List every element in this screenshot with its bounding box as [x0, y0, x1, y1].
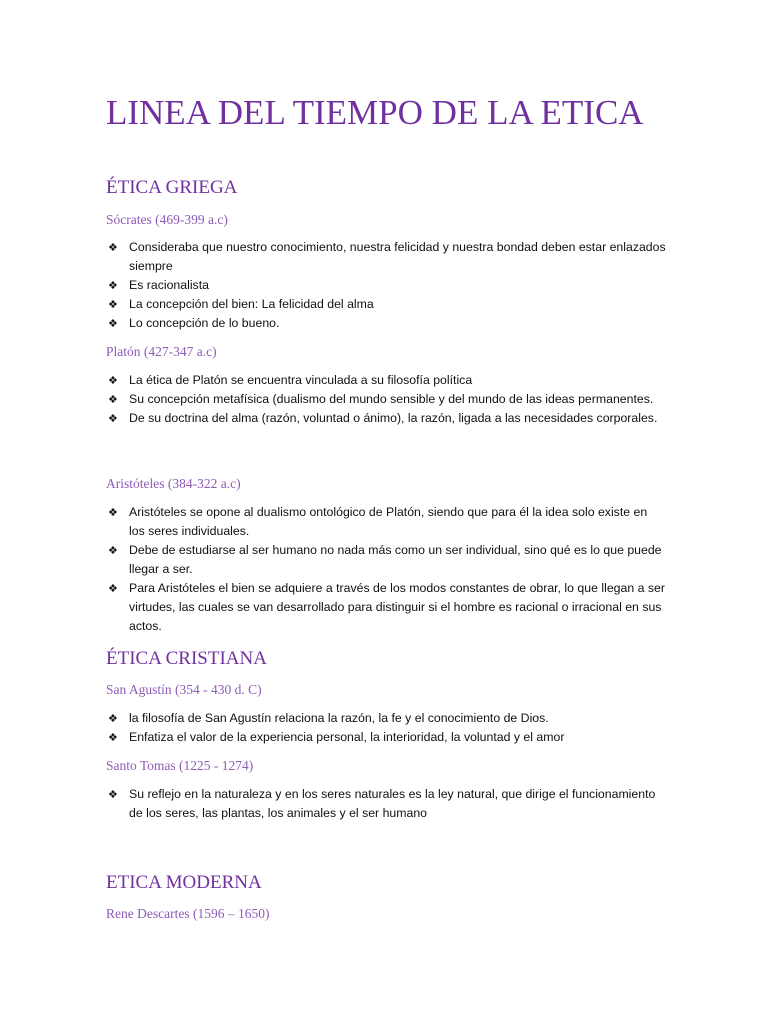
list-item-text: Es racionalista: [129, 278, 209, 292]
diamond-bullet-icon: ❖: [108, 506, 118, 519]
diamond-bullet-icon: ❖: [108, 374, 118, 387]
list-item-text: Aristóteles se opone al dualismo ontológico de Platón, siendo que para él la idea solo existe en los seres individuales.: [129, 505, 648, 538]
list-item: [106, 295, 666, 314]
diamond-bullet-icon: ❖: [108, 412, 118, 425]
bullet-list-santo-tomas: [106, 785, 666, 823]
list-item: [106, 238, 666, 276]
list-item: [106, 503, 666, 541]
bullet-list-platon: [106, 371, 666, 428]
list-item: [106, 276, 666, 295]
diamond-bullet-icon: ❖: [108, 298, 118, 311]
list-item: [106, 785, 666, 823]
list-item: [106, 709, 666, 728]
list-item: [106, 390, 666, 409]
list-item-text: la filosofía de San Agustín relaciona la razón, la fe y el conocimiento de Dios.: [129, 711, 549, 725]
diamond-bullet-icon: ❖: [108, 788, 118, 801]
list-item-text: La concepción del bien: La felicidad del alma: [129, 297, 374, 311]
diamond-bullet-icon: ❖: [108, 731, 118, 744]
list-item: [106, 579, 666, 636]
subheading-aristoteles: Aristóteles (384-322 a.c): [106, 476, 241, 491]
list-item-text: Lo concepción de lo bueno.: [129, 316, 280, 330]
page-title: LINEA DEL TIEMPO DE LA ETICA: [106, 93, 644, 132]
list-item: [106, 314, 666, 333]
subheading-san-agustin: San Agustín (354 - 430 d. C): [106, 682, 262, 697]
list-item-text: Consideraba que nuestro conocimiento, nuestra felicidad y nuestra bondad deben estar enlazados siempre: [129, 240, 666, 273]
diamond-bullet-icon: ❖: [108, 241, 118, 254]
list-item-text: Para Aristóteles el bien se adquiere a través de los modos constantes de obrar, lo que llegan a ser virtudes, las cuales se van desarrollado para distinguir si el hombre es racional o irracional en sus actos.: [129, 581, 665, 633]
diamond-bullet-icon: ❖: [108, 712, 118, 725]
bullet-list-socrates: [106, 238, 666, 333]
list-item-text: Su reflejo en la naturaleza y en los seres naturales es la ley natural, que dirige el funcionamiento de los seres, las plantas, los animales y el ser humano: [129, 787, 656, 820]
bullet-list-san-agustin: [106, 709, 666, 747]
bullet-list-aristoteles: [106, 503, 666, 636]
list-item-text: Debe de estudiarse al ser humano no nada más como un ser individual, sino qué es lo que puede llegar a ser.: [129, 543, 662, 576]
subheading-santo-tomas: Santo Tomas (1225 - 1274): [106, 758, 254, 773]
subheading-platon: Platón (427-347 a.c): [106, 344, 217, 359]
diamond-bullet-icon: ❖: [108, 544, 118, 557]
section-heading-etica-moderna: ETICA MODERNA: [106, 872, 262, 893]
list-item-text: La ética de Platón se encuentra vinculada a su filosofía política: [129, 373, 473, 387]
subheading-socrates: Sócrates (469-399 a.c): [106, 212, 228, 227]
list-item: [106, 409, 666, 428]
list-item: [106, 541, 666, 579]
subheading-rene-descartes: Rene Descartes (1596 – 1650): [106, 906, 270, 921]
list-item-text: De su doctrina del alma (razón, voluntad o ánimo), la razón, ligada a las necesidades corporales.: [129, 411, 658, 425]
list-item-text: Enfatiza el valor de la experiencia personal, la interioridad, la voluntad y el amor: [129, 730, 565, 744]
list-item: [106, 371, 666, 390]
section-heading-etica-griega: ÉTICA GRIEGA: [106, 177, 238, 198]
diamond-bullet-icon: ❖: [108, 279, 118, 292]
diamond-bullet-icon: ❖: [108, 393, 118, 406]
section-heading-etica-cristiana: ÉTICA CRISTIANA: [106, 648, 267, 669]
list-item-text: Su concepción metafísica (dualismo del mundo sensible y del mundo de las ideas permanentes.: [129, 392, 654, 406]
diamond-bullet-icon: ❖: [108, 317, 118, 330]
list-item: [106, 728, 666, 747]
diamond-bullet-icon: ❖: [108, 582, 118, 595]
